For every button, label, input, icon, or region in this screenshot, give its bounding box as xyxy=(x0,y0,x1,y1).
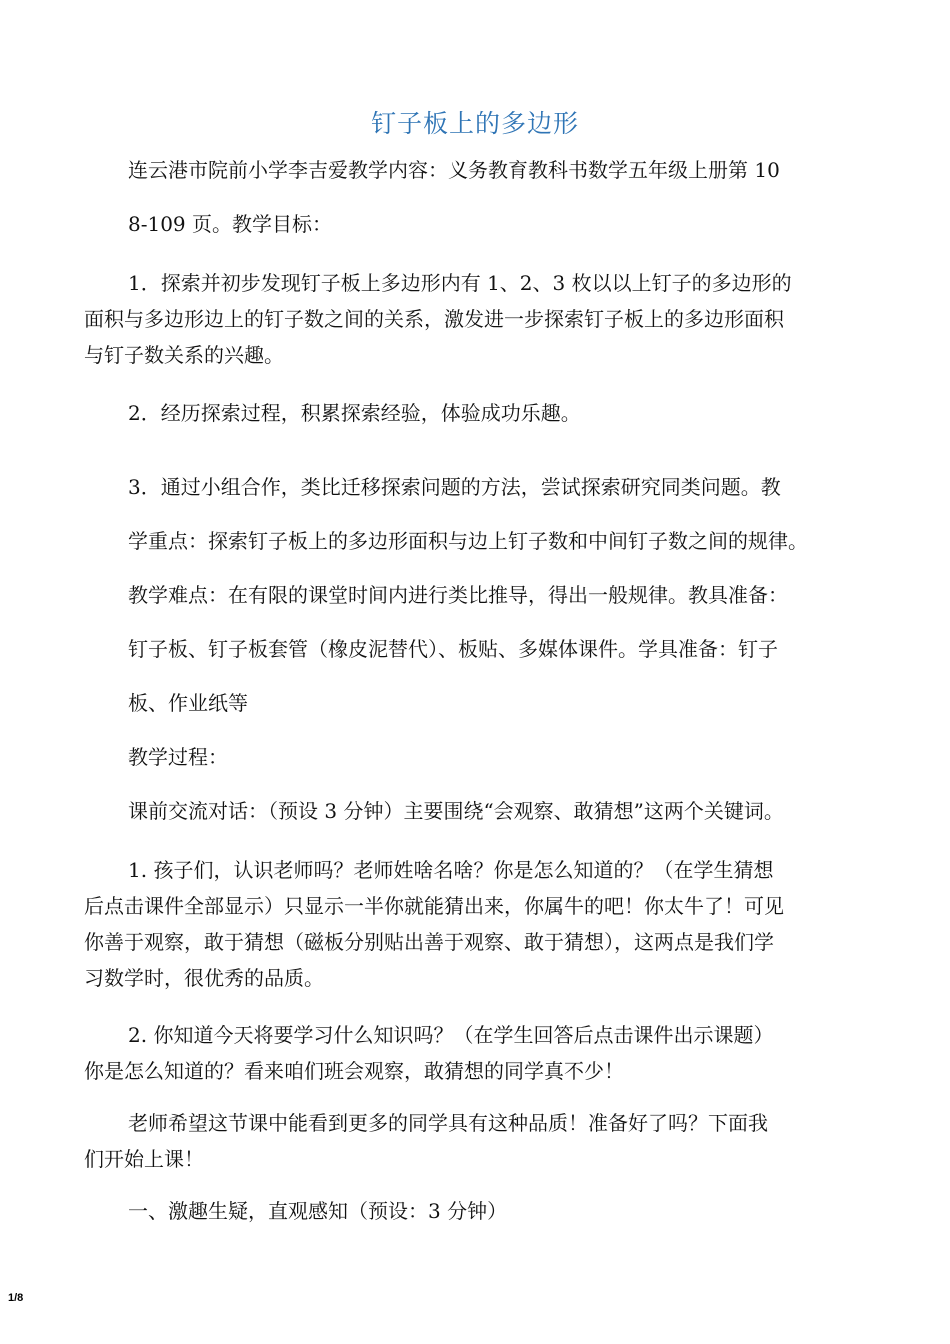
text-line: 一、激趣生疑，直观感知（预设：3 分钟） xyxy=(128,1199,508,1223)
document-title: 钉子板上的多边形 xyxy=(370,109,579,138)
text-line: 教学过程： xyxy=(128,745,228,769)
text-line: 你是怎么知道的？看来咱们班会观察，敢猜想的同学真不少！ xyxy=(84,1059,624,1083)
text-line: 2．经历探索过程，积累探索经验，体验成功乐趣。 xyxy=(128,401,581,425)
page-indicator: 1/8 xyxy=(8,1292,24,1304)
text-line: 8-109 页。教学目标： xyxy=(128,212,333,236)
text-line: 们开始上课！ xyxy=(84,1147,204,1171)
text-line: 连云港市院前小学李吉爱教学内容：义务教育教科书数学五年级上册第 10 xyxy=(128,158,780,182)
text-line: 课前交流对话：（预设 3 分钟）主要围绕“会观察、敢猜想”这两个关键词。 xyxy=(128,799,784,823)
text-line: 3．通过小组合作，类比迁移探索问题的方法，尝试探索研究同类问题。教 xyxy=(128,475,781,499)
text-line: 教学难点：在有限的课堂时间内进行类比推导，得出一般规律。教具准备： xyxy=(128,583,788,607)
text-line: 1. 孩子们，认识老师吗？老师姓啥名啥？你是怎么知道的？（在学生猜想 xyxy=(128,858,774,882)
text-line: 面积与多边形边上的钉子数之间的关系，激发进一步探索钉子板上的多边形面积 xyxy=(84,307,784,331)
text-line: 习数学时，很优秀的品质。 xyxy=(84,966,324,990)
text-line: 学重点：探索钉子板上的多边形面积与边上钉子数和中间钉子数之间的规律。 xyxy=(128,529,808,553)
text-line: 你善于观察，敢于猜想（磁板分别贴出善于观察、敢于猜想），这两点是我们学 xyxy=(84,930,774,954)
text-line: 1．探索并初步发现钉子板上多边形内有 1、2、3 枚以以上钉子的多边形的 xyxy=(128,271,792,295)
text-line: 钉子板、钉子板套管（橡皮泥替代）、板贴、多媒体课件。学具准备：钉子 xyxy=(128,637,778,661)
text-line: 老师希望这节课中能看到更多的同学具有这种品质！准备好了吗？下面我 xyxy=(128,1111,768,1135)
text-line: 2. 你知道今天将要学习什么知识吗？（在学生回答后点击课件出示课题） xyxy=(128,1023,774,1047)
text-line: 后点击课件全部显示）只显示一半你就能猜出来，你属牛的吧！你太牛了！可见 xyxy=(84,894,784,918)
text-line: 板、作业纸等 xyxy=(128,691,248,715)
text-line: 与钉子数关系的兴趣。 xyxy=(84,343,284,367)
